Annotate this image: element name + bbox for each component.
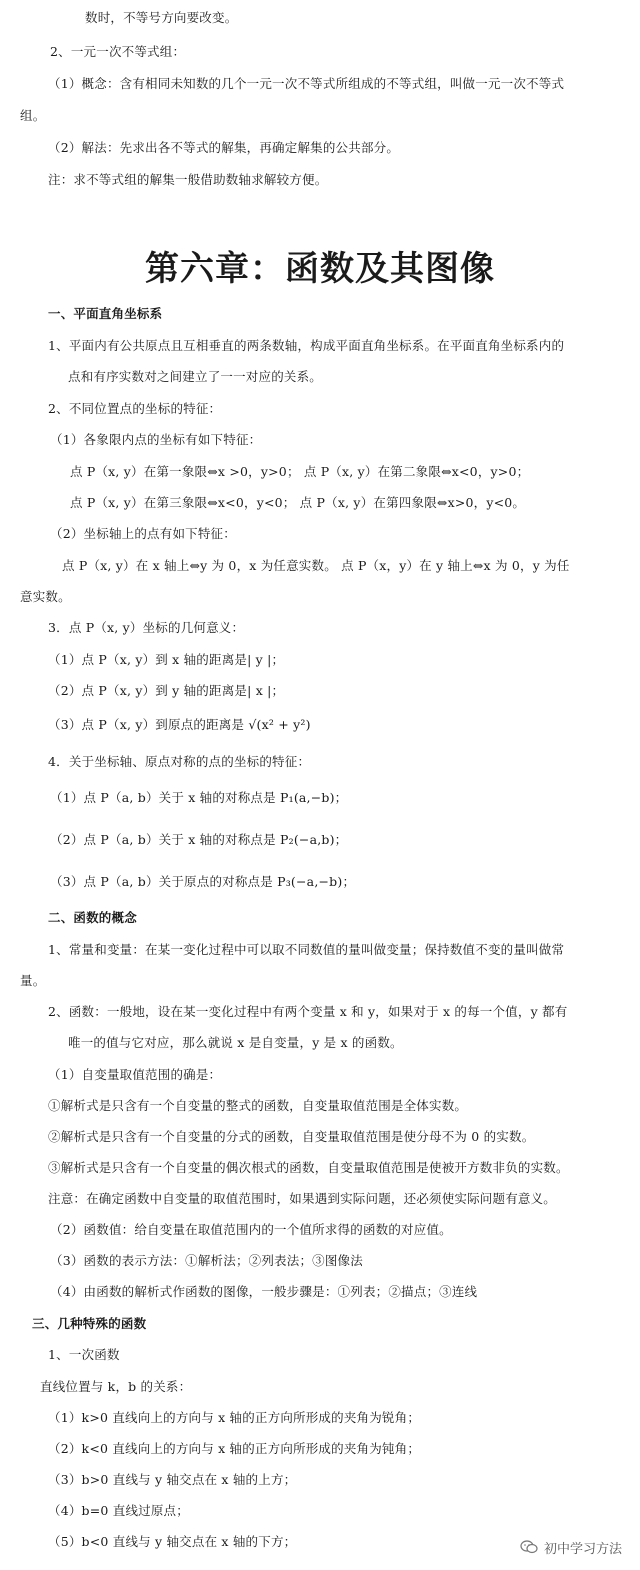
text-line: （5）b<0 直线与 y 轴交点在 x 轴的下方； — [48, 1534, 297, 1549]
text-line: 4．关于坐标轴、原点对称的点的坐标的特征： — [48, 754, 311, 769]
text-line: （2）坐标轴上的点有如下特征： — [50, 526, 236, 541]
text-line: 意实数。 — [20, 589, 71, 604]
text-line: 1、一次函数 — [48, 1347, 120, 1362]
text-line: 2、函数：一般地，设在某一变化过程中有两个变量 x 和 y，如果对于 x 的每一个值，y 都有 — [48, 1004, 568, 1019]
section-heading: 三、几种特殊的函数 — [32, 1316, 147, 1331]
watermark-text: 初中学习方法 — [543, 1541, 622, 1557]
text-line: （2）点 P（x, y）到 y 轴的距离是| x |； — [48, 683, 285, 698]
text-line: 注：求不等式组的解集一般借助数轴求解较方便。 — [48, 172, 328, 187]
text-line: （4）由函数的解析式作函数的图像，一般步骤是：①列表；②描点；③连线 — [50, 1284, 478, 1299]
text-line: （2）点 P（a, b）关于 x 轴的对称点是 P₂(−a,b)； — [50, 832, 348, 847]
text-line: 点 P（x, y）在第三象限⇔x<0，y<0； 点 P（x, y）在第四象限⇔x>0，y<0。 — [70, 495, 526, 510]
text-line: （4）b=0 直线过原点； — [48, 1503, 189, 1518]
text-line: （1）点 P（a, b）关于 x 轴的对称点是 P₁(a,−b)； — [50, 790, 348, 805]
text-line: （1）点 P（x, y）到 x 轴的距离是| y |； — [48, 652, 285, 667]
text-line: （2）k<0 直线向上的方向与 x 轴的正方向所形成的夹角为钝角； — [48, 1441, 421, 1456]
watermark — [520, 1536, 622, 1558]
text-line: 2、不同位置点的坐标的特征： — [48, 401, 222, 416]
text-line: （3）点 P（a, b）关于原点的对称点是 P₃(−a,−b)； — [50, 874, 356, 889]
chapter-title: 第六章：函数及其图像 — [145, 249, 495, 289]
text-line: （3）函数的表示方法：①解析法；②列表法；③图像法 — [50, 1253, 363, 1268]
text-line: ③解析式是只含有一个自变量的偶次根式的函数，自变量取值范围是使被开方数非负的实数。 — [48, 1160, 569, 1175]
text-line: 1、平面内有公共原点且互相垂直的两条数轴，构成平面直角坐标系。在平面直角坐标系内的 — [48, 338, 565, 353]
text-line: 组。 — [20, 108, 46, 123]
text-line: （3）点 P（x, y）到原点的距离是 √(x² + y²) — [48, 717, 311, 732]
wechat-icon — [520, 1540, 538, 1554]
text-line: 唯一的值与它对应，那么就说 x 是自变量，y 是 x 的函数。 — [68, 1035, 403, 1050]
text-line: 数时，不等号方向要改变。 — [85, 10, 238, 25]
section-heading: 二、函数的概念 — [48, 910, 137, 925]
text-line: （1）概念：含有相同未知数的几个一元一次不等式所组成的不等式组，叫做一元一次不等式 — [48, 76, 565, 91]
text-line: （2）函数值：给自变量在取值范围内的一个值所求得的函数的对应值。 — [50, 1222, 452, 1237]
section-heading: 一、平面直角坐标系 — [48, 306, 163, 321]
text-line: ②解析式是只含有一个自变量的分式的函数，自变量取值范围是使分母不为 0 的实数。 — [48, 1129, 535, 1144]
text-line: 直线位置与 k，b 的关系： — [40, 1379, 192, 1394]
text-line: （1）各象限内点的坐标有如下特征： — [50, 432, 262, 447]
text-line: 3．点 P（x, y）坐标的几何意义： — [48, 620, 245, 635]
text-line: 2、一元一次不等式组： — [50, 44, 186, 59]
text-line: 点 P（x, y）在第一象限⇔x >0，y>0； 点 P（x, y）在第二象限⇔x<0，y>0； — [70, 464, 530, 479]
text-line: （3）b>0 直线与 y 轴交点在 x 轴的上方； — [48, 1472, 297, 1487]
text-line: ①解析式是只含有一个自变量的整式的函数，自变量取值范围是全体实数。 — [48, 1098, 468, 1113]
text-line: 点 P（x, y）在 x 轴上⇔y 为 0，x 为任意实数。 点 P（x，y）在 y 轴上⇔x 为 0，y 为任 — [62, 558, 570, 573]
text-line: 1、常量和变量：在某一变化过程中可以取不同数值的量叫做变量；保持数值不变的量叫做常 — [48, 942, 565, 957]
text-line: （1）k>0 直线向上的方向与 x 轴的正方向所形成的夹角为锐角； — [48, 1410, 421, 1425]
text-line: 注意：在确定函数中自变量的取值范围时，如果遇到实际问题，还必须使实际问题有意义。 — [48, 1191, 557, 1206]
text-line: （2）解法：先求出各不等式的解集，再确定解集的公共部分。 — [48, 140, 400, 155]
text-line: 量。 — [20, 973, 46, 988]
text-line: （1）自变量取值范围的确是： — [48, 1067, 222, 1082]
text-line: 点和有序实数对之间建立了一一对应的关系。 — [68, 369, 323, 384]
